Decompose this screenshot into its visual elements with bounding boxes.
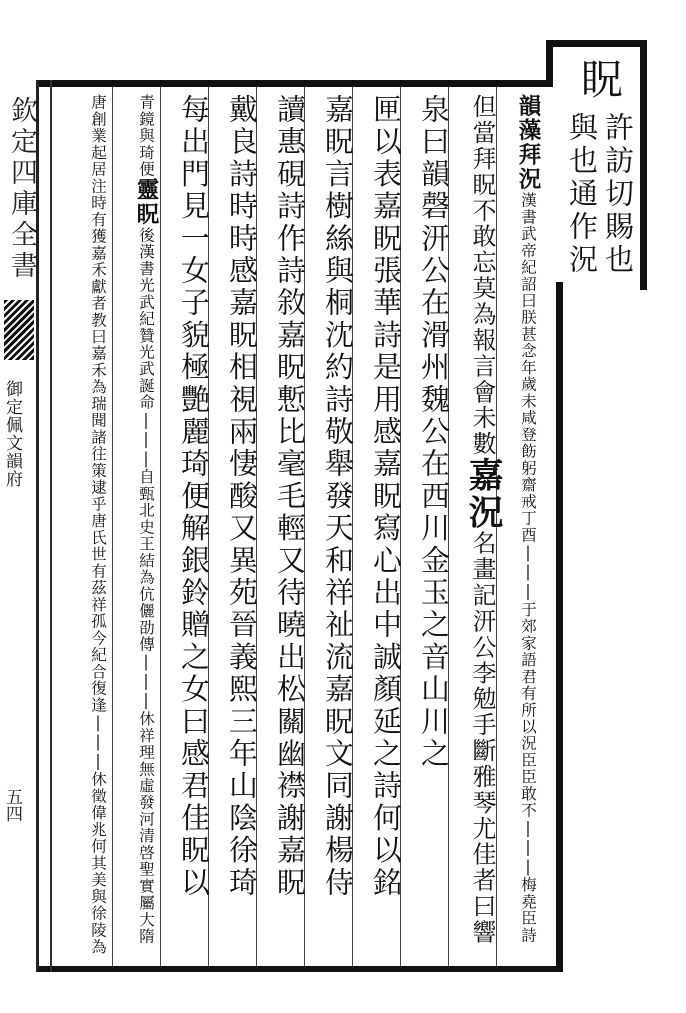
edge-title: 欽定四庫全書	[6, 96, 37, 282]
heading-note: 與也通作況	[565, 112, 599, 277]
column-text: 每出門見一女子貌極艷麗琦便解銀鈴贈之女曰感君佳眖以	[177, 94, 211, 899]
column-text: 劭傳|||休祥理無虛發河清啓聖實屬大隋	[137, 619, 155, 945]
edge-fishtail-mark	[4, 300, 34, 360]
frame-heading-right-border	[640, 40, 647, 290]
page-number: 五四	[2, 788, 22, 822]
text-column	[462, 94, 502, 945]
headword-phrase: 韻藻	[515, 94, 541, 143]
headword-phrase: 靈	[133, 177, 159, 203]
column-text: 戴良詩時時感嘉眖相視兩悽酸又異苑晉義熙三年山陰徐琦	[225, 94, 259, 899]
frame-top-border	[36, 80, 546, 87]
headword-phrase: 況	[462, 493, 503, 531]
headword: 眖	[580, 55, 623, 104]
column-text: 匣以表嘉眖張華詩是用感嘉眖寫心出中誠顏延之詩何以銘	[369, 94, 403, 899]
heading-note: 許訪切賜也	[601, 112, 635, 277]
headword-phrase: 嘉	[462, 456, 503, 494]
column-text: 莫為報言會未數	[468, 275, 496, 457]
text-column	[78, 94, 118, 955]
column-text: 後漢書光武紀贊光武誕命|||自甄北史王	[137, 226, 155, 553]
text-column	[270, 94, 310, 899]
frame-bottom-border	[36, 966, 563, 972]
text-column	[366, 94, 406, 899]
column-text: 青鏡與琦便	[137, 94, 155, 178]
column-text: |||于郊家語君有所以況臣臣敢不|||梅堯臣詩	[519, 543, 537, 944]
column-text: 但當拜眖不敢忘	[468, 94, 496, 276]
frame-heading-border	[546, 40, 646, 47]
column-text: 唐創業起居注時有獲嘉禾獻者教曰嘉禾為瑞聞諸往策逮乎	[89, 94, 107, 513]
text-column	[222, 94, 262, 899]
headword-phrase: 況	[515, 167, 541, 192]
frame-right-border	[556, 282, 563, 972]
text-column	[126, 94, 166, 945]
headword-phrase: 拜	[515, 142, 541, 168]
text-column	[414, 94, 454, 770]
frame-inner-left-border	[50, 80, 52, 972]
text-column	[174, 94, 214, 899]
column-text: 結為伉儷	[137, 552, 155, 620]
text-column	[508, 94, 548, 944]
column-text: 名畫記汧公李勉手斷雅琴尤佳者曰響	[468, 530, 496, 946]
column-text: 讀惠硯詩作詩敘嘉眖慙比毫毛輕又待曉出松關幽襟謝嘉眖	[273, 94, 307, 899]
headword-phrase: 眖	[133, 202, 159, 227]
frame-heading-step-border	[546, 40, 553, 87]
edge-book-title: 御定佩文韻府	[2, 380, 22, 488]
column-text: 泉曰韻磬汧公在滑州魏公在西川金玉之音山川之	[417, 94, 451, 771]
text-column	[318, 94, 358, 899]
column-text: 嘉眖言樹絲與桐沈約詩敬舉發天和祥祉流嘉眖文同謝楊侍	[321, 94, 355, 899]
column-text: 唐氏世有茲祥孤今紀合復逢|||休徵偉兆何其美與徐陵為	[89, 512, 107, 956]
column-text: 漢書武帝紀詔曰朕甚念年歲未咸登飭躬齋戒丁酉	[519, 191, 537, 544]
